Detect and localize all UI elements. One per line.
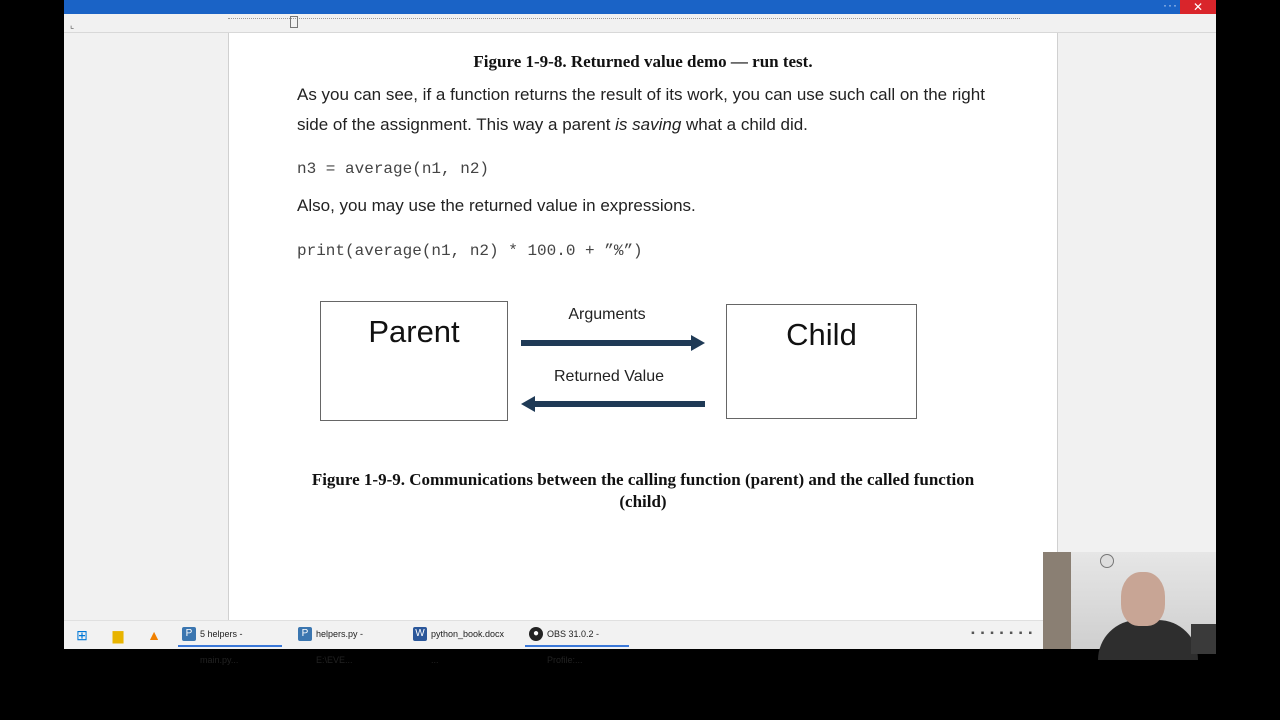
title-bar xyxy=(64,0,1216,14)
file-explorer-icon[interactable]: ▆ xyxy=(112,627,124,643)
webcam-door xyxy=(1043,552,1071,649)
taskbar-item-obs[interactable] xyxy=(525,621,629,665)
vlc-icon[interactable]: ▲ xyxy=(147,627,161,643)
word-icon: W xyxy=(413,627,427,641)
chair xyxy=(1191,624,1216,654)
tab-stop-icon[interactable]: ⌞ xyxy=(70,20,75,30)
webcam-overlay xyxy=(1043,552,1216,649)
child-label: Child xyxy=(786,317,857,352)
taskbar-item-word-doc[interactable] xyxy=(409,621,513,665)
close-button[interactable]: ✕ xyxy=(1180,0,1216,14)
python-icon: P xyxy=(182,627,196,641)
taskbar-item-label: OBS 31.0.2 - Profile:... xyxy=(547,629,600,665)
taskbar-item-label: 5 helpers - main.py... xyxy=(200,629,243,665)
arguments-label: Arguments xyxy=(568,306,646,323)
returned-value-label: Returned Value xyxy=(554,368,664,385)
parent-label: Parent xyxy=(368,314,460,349)
paragraph-1-emphasis: is saving xyxy=(615,114,682,134)
ruler-scale xyxy=(228,18,1020,29)
desktop-screen xyxy=(64,0,1216,665)
system-tray[interactable] xyxy=(971,628,1038,639)
paragraph-1-text-b: what a child did. xyxy=(681,114,808,134)
figure-caption-1: Figure 1-9-8. Returned value demo — run test. xyxy=(473,52,813,71)
wall-clock-icon xyxy=(1100,554,1114,568)
ruler xyxy=(64,14,1216,33)
taskbar-item-label: helpers.py - E:\EVE... xyxy=(316,629,364,665)
figure-caption-2: Figure 1-9-9. Communications between the calling function (parent) and the called function (child) xyxy=(311,470,975,511)
paragraph-1 xyxy=(297,80,1017,139)
parent-box xyxy=(320,301,508,421)
arguments-arrow xyxy=(521,335,705,351)
taskbar-item-main-py[interactable] xyxy=(178,621,282,665)
code-line-1: n3 = average(n1, n2) xyxy=(297,160,490,178)
obs-icon: ● xyxy=(529,627,543,641)
paragraph-1-text-a: As you can see, if a function returns the result of its work, you can use such call on the right side of the assignment. This way a parent xyxy=(297,85,985,134)
taskbar-item-label: python_book.docx ... xyxy=(431,629,505,665)
presenter-head xyxy=(1121,572,1165,626)
more-options-icon[interactable]: ··· xyxy=(1163,0,1178,12)
windows-start-icon[interactable]: ⊞ xyxy=(76,627,88,643)
code-line-2: print(average(n1, n2) * 100.0 + ”%”) xyxy=(297,242,643,260)
indent-marker[interactable] xyxy=(290,16,298,28)
returned-value-arrow xyxy=(521,396,705,412)
paragraph-2: Also, you may use the returned value in expressions. xyxy=(297,196,696,215)
child-box xyxy=(726,304,917,419)
taskbar-item-helpers-py[interactable] xyxy=(294,621,398,665)
tray-icons[interactable]: ▪▪▪▪▪▪▪ xyxy=(971,628,1038,639)
python-icon: P xyxy=(298,627,312,641)
document-page[interactable] xyxy=(228,33,1058,620)
presenter-body xyxy=(1098,620,1198,660)
